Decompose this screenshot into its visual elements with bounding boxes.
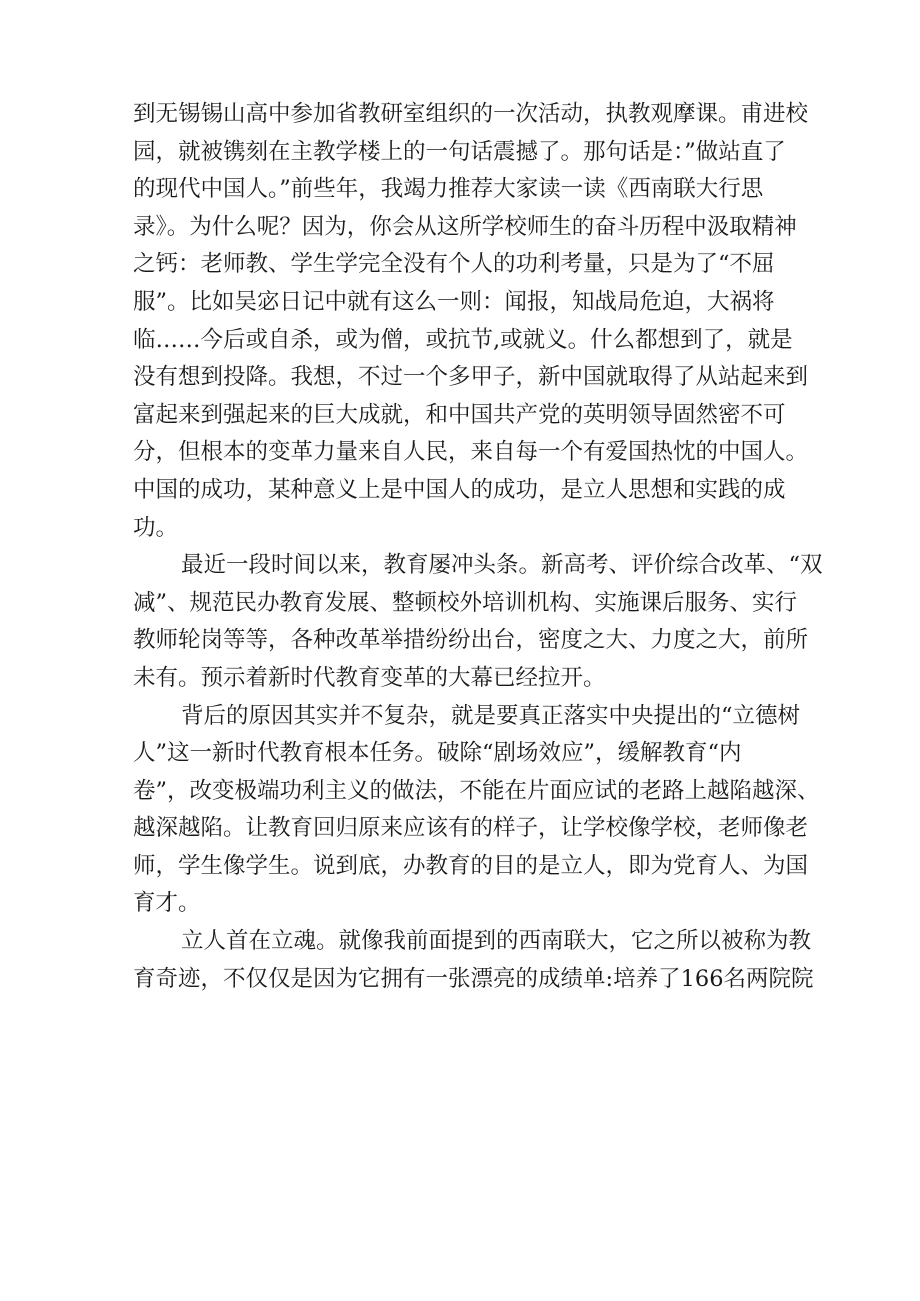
- text-line: 园，就被镌刻在主教学楼上的一句话震撼了。那句话是：”做站直了: [133, 138, 786, 165]
- paragraph-1: [133, 96, 809, 547]
- text-line: 到无锡锡山高中参加省教研室组织的一次活动，执教观摩课。甫进校: [133, 101, 809, 127]
- article-body: [133, 96, 823, 998]
- text-line: 录》。为什么呢？因为，你会从这所学校师生的奋斗历程中汲取精神: [133, 213, 797, 240]
- text-line: 育奇迹，不仅仅是因为它拥有一张漂亮的成绩单:培养了166名两院院: [133, 965, 814, 992]
- text-line: 育才。: [133, 890, 201, 917]
- text-line: 背后的原因其实并不复杂，就是要真正落实中央提出的“立德树: [181, 702, 801, 729]
- text-line: 最近一段时间以来，教育屡冲头条。新高考、评价综合改革、“双: [181, 552, 823, 579]
- text-line: 教师轮岗等等，各种改革举措纷纷出台，密度之大、力度之大，前所: [133, 627, 809, 654]
- text-line: 减”、规范民办教育发展、整顿校外培训机构、实施课后服务、实行: [133, 589, 798, 616]
- text-line: 的现代中国人。”前些年，我竭力推荐大家读一读《西南联大行思: [133, 176, 764, 203]
- text-line: 功。: [133, 514, 179, 541]
- text-line: 没有想到投降。我想，不过一个多甲子，新中国就取得了从站起来到: [133, 364, 809, 391]
- text-line: 分，但根本的变革力量来自人民，来自每一个有爱国热忱的中国人。: [133, 439, 809, 466]
- text-line: 富起来到强起来的巨大成就，和中国共产党的英明领导固然密不可: [133, 401, 786, 428]
- text-line: 服”。比如吴宓日记中就有这么一则：闻报，知战局危迫，大祸将: [133, 288, 775, 315]
- text-line: 越深越陷。让教育回归原来应该有的样子，让学校像学校，老师像老: [133, 815, 809, 842]
- text-line: 人”这一新时代教育根本任务。破除“剧场效应”，缓解教育“内: [133, 740, 742, 767]
- paragraph-3: [133, 698, 820, 924]
- text-line: 师，学生像学生。说到底，办教育的目的是立人，即为党育人、为国: [133, 852, 809, 879]
- text-line: 之钙：老师教、学生学完全没有个人的功利考量，只是为了“不屈: [133, 251, 775, 278]
- text-line: 中国的成功，某种意义上是中国人的成功，是立人思想和实践的成: [133, 476, 786, 503]
- paragraph-2: [133, 547, 823, 697]
- paragraph-4: [133, 923, 814, 998]
- text-line: 未有。预示着新时代教育变革的大幕已经拉开。: [133, 664, 606, 691]
- text-line: 临……今后或自杀，或为僧，或抗节,或就义。什么都想到了，就是: [133, 326, 793, 353]
- text-line: 卷”，改变极端功利主义的做法，不能在片面应试的老路上越陷越深、: [133, 777, 820, 804]
- text-line: 立人首在立魂。就像我前面提到的西南联大，它之所以被称为教: [181, 928, 812, 955]
